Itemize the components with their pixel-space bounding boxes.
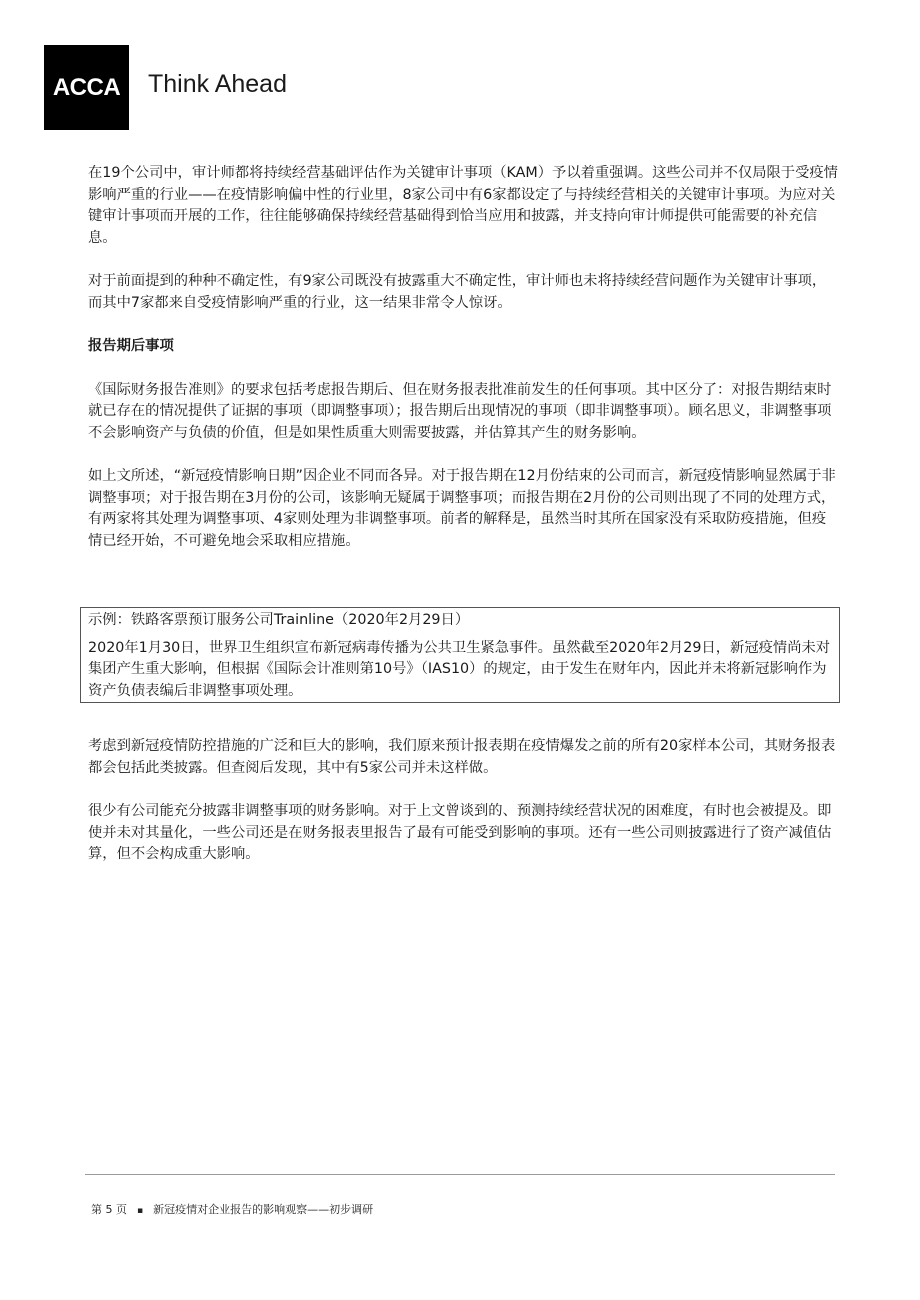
page-footer [91,1201,373,1217]
paragraph: 很少有公司能充分披露非调整事项的财务影响。对于上文曾谈到的、预测持续经营状况的困难度，有时也会被提及。即使并未对其量化，一些公司还是在财务报表里报告了最有可能受到影响的事项。还有一些公司则披露进行了资产减值估算，但不会构成重大影响。 [88,803,832,862]
paragraph: 对于前面提到的种种不确定性，有9家公司既没有披露重大不确定性，审计师也未将持续经营问题作为关键审计事项，而其中7家都来自受疫情影响严重的行业，这一结果非常令人惊讶。 [88,273,827,311]
page-number: 第 5 页 [91,1203,127,1216]
logo-text: ACCA [52,73,121,101]
document-title: 新冠疫情对企业报告的影响观察——初步调研 [153,1203,374,1216]
main-content [88,163,840,574]
example-box [80,607,840,703]
paragraph: 如上文所述，“新冠疫情影响日期”因企业不同而各异。对于报告期在12月份结束的公司而言，新冠疫情影响显然属于非调整事项；对于报告期在3月份的公司，该影响无疑属于调整事项；而报告期在2月份的公司则出现了不同的处理方式，有两家将其处理为调整事项、4家则处理为非调整事项。前者的解释是，虽然当时其所在国家没有采取防疫措施，但疫情已经开始，不可避免地会采取相应措施。 [88,468,836,549]
paragraph: 考虑到新冠疫情防控措施的广泛和巨大的影响，我们原来预计报表期在疫情爆发之前的所有20家样本公司，其财务报表都会包括此类披露。但查阅后发现，其中有5家公司并未这样做。 [88,738,836,776]
section-heading: 报告期后事项 [88,338,174,354]
footer-divider [85,1174,835,1175]
example-title: 示例：铁路客票预订服务公司Trainline（2020年2月29日） [88,612,470,628]
paragraph: 《国际财务报告准则》的要求包括考虑报告期后、但在财务报表批准前发生的任何事项。其中区分了：对报告期结束时就已存在的情况提供了证据的事项（即调整事项）；报告期后出现情况的事项（即非调整事项）。顾名思义，非调整事项不会影响资产与负债的价值，但是如果性质重大则需要披露，并估算其产生的财务影响。 [88,381,832,441]
paragraph: 在19个公司中，审计师都将持续经营基础评估作为关键审计事项（KAM）予以着重强调。这些公司并不仅局限于受疫情影响严重的行业——在疫情影响偏中性的行业里，8家公司中有6家都设定了与持续经营相关的关键审计事项。为应对关键审计事项而开展的工作，往往能够确保持续经营基础得到恰当应用和披露，并支持向审计师提供可能需要的补充信息。 [88,165,838,246]
acca-logo [44,45,129,130]
example-body: 2020年1月30日，世界卫生组织宣布新冠病毒传播为公共卫生紧急事件。虽然截至2020年2月29日，新冠疫情尚未对集团产生重大影响，但根据《国际会计准则第10号》（IAS10）的规定，由于发生在财年内，因此并未将新冠影响作为资产负债表编后非调整事项处理。 [88,639,831,699]
tagline: Think Ahead [148,70,287,98]
bullet-icon: ▪ [137,1206,144,1216]
main-content-continued [88,736,840,888]
